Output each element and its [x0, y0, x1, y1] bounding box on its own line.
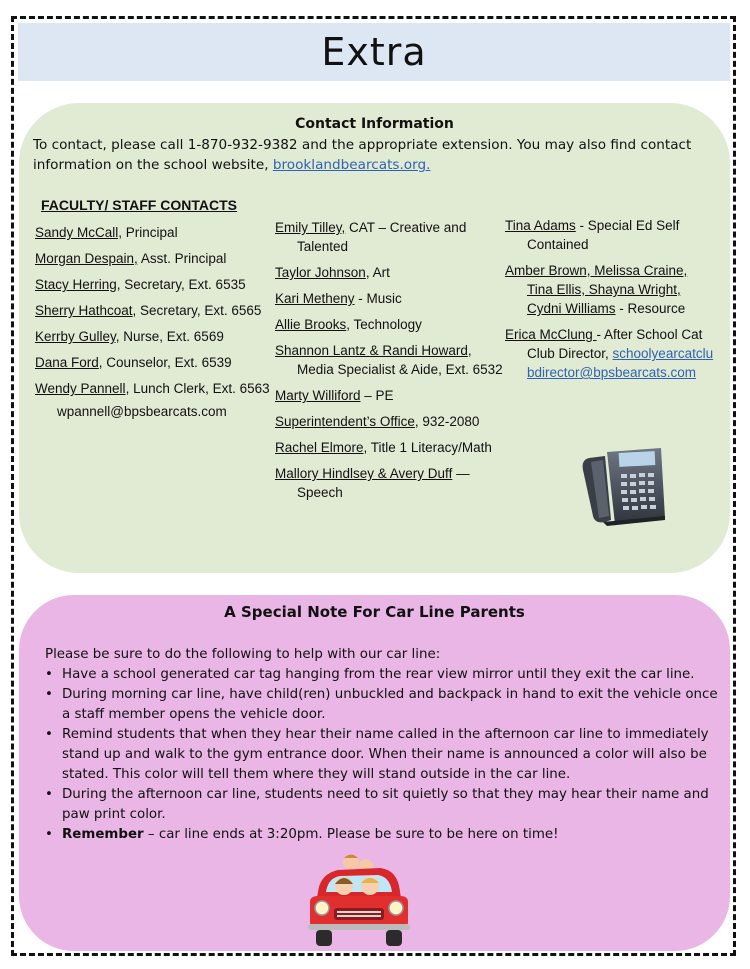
list-item — [45, 825, 725, 845]
list-item: • During morning car line, have child(ren) unbuckled and backpack in hand to exit the vehicle once a staff member opens the vehicle door. — [45, 685, 725, 725]
staff-role: - Special Ed Self Contained — [527, 218, 680, 252]
staff-name: Rachel Elmore — [275, 440, 364, 455]
staff-name: Wendy Pannell — [35, 381, 126, 396]
staff-column-3 — [505, 216, 715, 389]
staff-role: - Resource — [615, 301, 686, 316]
staff-name: Mallory Hindlsey & Avery Duff — [275, 466, 453, 481]
staff-name: Dana Ford — [35, 355, 99, 370]
staff-entry — [275, 341, 507, 379]
staff-entry — [275, 386, 507, 405]
staff-role: - After School Cat Club Director, — [527, 327, 703, 361]
staff-entry — [35, 249, 275, 268]
staff-name: Erica McClung — [505, 327, 597, 342]
staff-role: , Technology — [346, 317, 422, 332]
staff-role: - Music — [354, 291, 402, 306]
contact-intro-text: To contact, please call 1-870-932-9382 and the appropriate extension. You may also find contact information on the school website, — [33, 137, 692, 173]
remember-text: – car line ends at 3:20pm. Please be sure to be here on time! — [143, 827, 559, 842]
staff-name: Allie Brooks — [275, 317, 347, 332]
staff-entry — [505, 261, 715, 318]
staff-column-1 — [35, 196, 275, 421]
staff-role: CAT – Creative and Talented — [297, 220, 467, 254]
remember-label: Remember — [62, 827, 144, 842]
website-link[interactable]: brooklandbearcats.org. — [272, 157, 431, 173]
staff-column-2 — [275, 218, 507, 509]
staff-name: Kerrby Gulley, — [35, 329, 120, 344]
desk-phone-icon — [577, 444, 667, 528]
list-item: • During the afternoon car line, students need to sit quietly so that they may hear their name and paw print color. — [45, 785, 725, 825]
staff-name: Sandy McCall, — [35, 225, 123, 240]
staff-name: Stacy Herring — [35, 277, 117, 292]
car-line-heading: A Special Note For Car Line Parents — [224, 603, 525, 621]
staff-role: , Lunch Clerk, Ext. 6563 — [125, 381, 270, 396]
staff-name: Amber Brown, Melissa Craine, Tina Ellis, Shayna Wright, Cydni Williams — [505, 263, 688, 316]
contact-information-panel — [19, 103, 730, 573]
staff-entry — [275, 412, 507, 431]
cat-club-email-link[interactable]: schoolyearcatclubdirector@bpsbearcats.com — [527, 346, 714, 380]
staff-entry — [275, 464, 507, 502]
staff-role: , Secretary, Ext. 6535 — [116, 277, 246, 292]
contact-intro — [33, 135, 723, 175]
staff-role: , Media Specialist & Aide, Ext. 6532 — [297, 343, 503, 377]
staff-entry — [275, 263, 507, 282]
staff-name: Marty Williford — [275, 388, 361, 403]
staff-entry — [505, 325, 715, 382]
page-header — [18, 23, 730, 81]
staff-entry — [505, 216, 715, 254]
staff-name: Taylor Johnson — [275, 265, 366, 280]
staff-name: Emily Tilley, — [275, 220, 346, 235]
page-title: Extra — [321, 30, 427, 74]
staff-role: Nurse, Ext. 6569 — [119, 329, 224, 344]
staff-entry — [275, 289, 507, 308]
staff-entry — [275, 218, 507, 256]
staff-entry — [35, 353, 275, 372]
staff-name: Sherry Hathcoat — [35, 303, 133, 318]
staff-entry — [275, 438, 507, 457]
staff-name: Morgan Despain, — [35, 251, 138, 266]
staff-name: Tina Adams — [505, 218, 576, 233]
staff-role: Principal — [122, 225, 178, 240]
staff-name: Superintendent’s Office — [275, 414, 415, 429]
lunch-clerk-email: wpannell@bpsbearcats.com — [57, 404, 227, 419]
list-item: • Remind students that when they hear their name called in the afternoon car line to immediately stand up and walk to the gym entrance door. When their name is announced a color will also be stated. This color will tell them where they will stand outside in the car line. — [45, 725, 725, 785]
staff-entry — [275, 315, 507, 334]
staff-entry — [35, 275, 275, 294]
faculty-staff-heading: FACULTY/ STAFF CONTACTS — [41, 197, 237, 213]
staff-role: , Art — [365, 265, 390, 280]
staff-entry — [35, 223, 275, 242]
car-line-intro: Please be sure to do the following to help with our car line: — [45, 647, 441, 662]
family-car-icon — [304, 852, 414, 950]
staff-entry — [35, 379, 275, 398]
car-line-list — [45, 665, 725, 845]
staff-role: Asst. Principal — [137, 251, 227, 266]
staff-name: Shannon Lantz & Randi Howard — [275, 343, 468, 358]
staff-entry — [35, 327, 275, 346]
list-item: • Have a school generated car tag hanging from the rear view mirror until they exit the car line. — [45, 665, 725, 685]
staff-role: , Counselor, Ext. 6539 — [98, 355, 232, 370]
staff-role: – PE — [360, 388, 394, 403]
car-line-note-panel — [19, 595, 730, 951]
staff-name: Kari Metheny — [275, 291, 355, 306]
staff-role: , Secretary, Ext. 6565 — [132, 303, 262, 318]
contact-heading: Contact Information — [295, 116, 454, 132]
staff-role: — Speech — [297, 466, 470, 500]
staff-role: , 932-2080 — [414, 414, 480, 429]
staff-role: , Title 1 Literacy/Math — [363, 440, 492, 455]
staff-entry — [35, 301, 275, 320]
